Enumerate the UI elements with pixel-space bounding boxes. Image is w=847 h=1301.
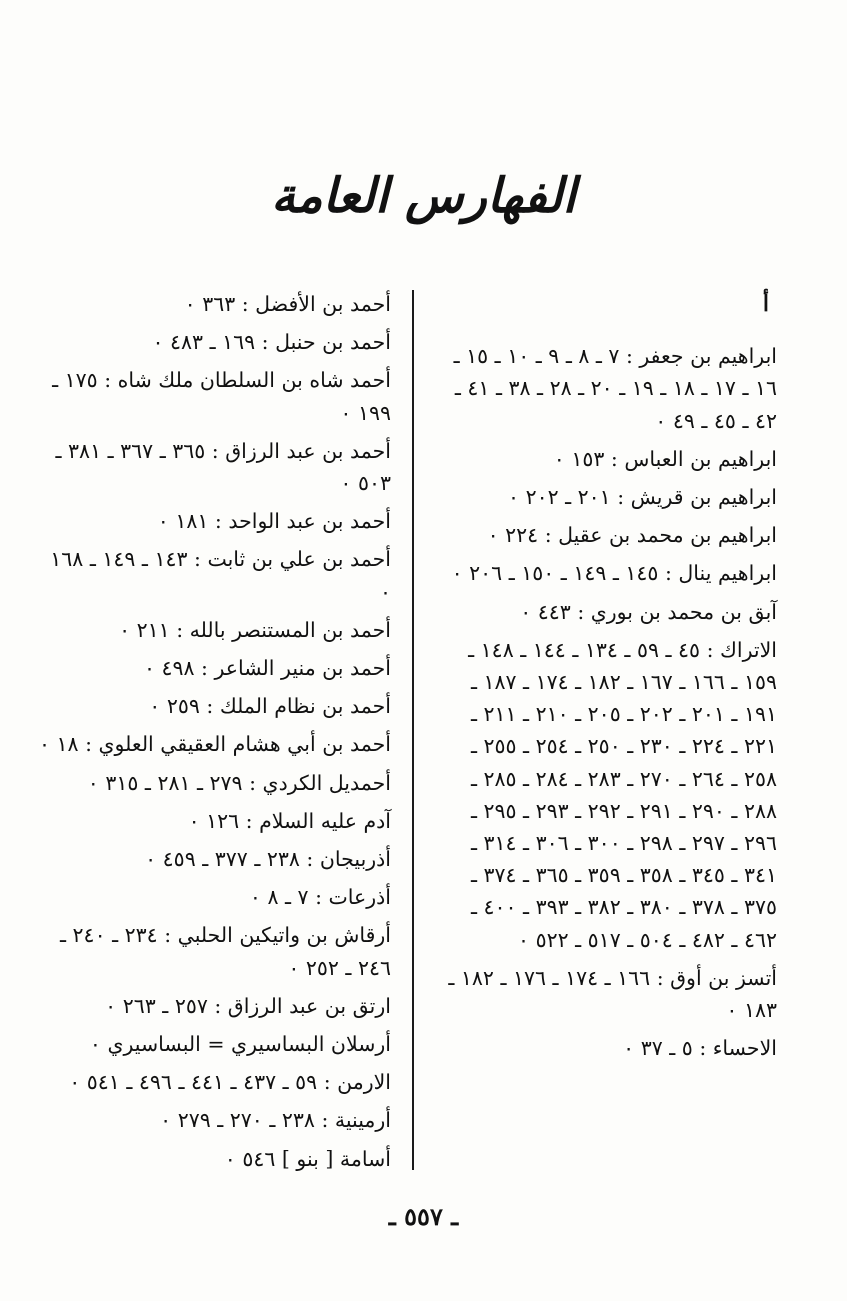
index-entry: أتسز بن أوق : ١٦٦ ـ ١٧٤ ـ ١٧٦ ـ ١٨٢ ـ ١٨٣ ٠	[448, 965, 777, 1023]
index-entry: أرمينية : ٢٣٨ ـ ٢٧٠ ـ ٢٧٩ ٠	[160, 1108, 391, 1133]
index-entry: أحمد بن أبي هشام العقيقي العلوي : ١٨ ٠	[38, 732, 391, 757]
index-entry: أحمد بن نظام الملك : ٢٥٩ ٠	[149, 694, 391, 719]
index-column-left	[39, 288, 391, 1181]
index-entry: أحمديل الكردي : ٢٧٩ ـ ٢٨١ ـ ٣١٥ ٠	[87, 770, 391, 795]
index-entry: أسامة [ بنو ] ٥٤٦ ٠	[224, 1146, 391, 1171]
index-entry: أذربيجان : ٢٣٨ ـ ٣٧٧ ـ ٤٥٩ ٠	[145, 847, 391, 872]
index-entry: ابراهيم ينال : ١٤٥ ـ ١٤٩ ـ ١٥٠ ـ ٢٠٦ ٠	[451, 561, 777, 586]
index-entry: أرقاش بن واتيكين الحلبي : ٢٣٤ ـ ٢٤٠ ـ ٢٤٦ ـ ٢٥٢ ٠	[60, 923, 391, 980]
letter-heading: أ	[762, 291, 769, 317]
column-divider	[412, 290, 414, 1170]
index-column-right	[439, 288, 777, 1070]
page-number: ـ ٥٥٧ ـ	[388, 1202, 459, 1231]
page-title: الفهارس العامة	[271, 168, 576, 224]
index-entry: ابراهيم بن قريش : ٢٠١ ـ ٢٠٢ ٠	[508, 485, 777, 510]
index-entry: ابراهيم بن جعفر : ٧ ـ ٨ ـ ٩ ـ ١٠ ـ ١٥ ـ ١٦ ـ ١٧ ـ ١٨ ـ ١٩ ـ ٢٠ ـ ٢٨ ـ ٣٨ ـ ٤١ ـ ٤٢ ـ ٤٥ ـ ٤٩ ٠	[453, 344, 777, 433]
index-entry: أحمد شاه بن السلطان ملك شاه : ١٧٥ ـ ١٩٩ ٠	[52, 368, 391, 425]
index-entry: الاحساء : ٥ ـ ٣٧ ٠	[623, 1036, 777, 1061]
index-entry: آدم عليه السلام : ١٢٦ ٠	[188, 808, 391, 833]
index-entry: ارتق بن عبد الرزاق : ٢٥٧ ـ ٢٦٣ ٠	[105, 993, 391, 1018]
index-entry: أحمد بن حنبل : ١٦٩ ـ ٤٨٣ ٠	[152, 330, 391, 355]
index-entry: أذرعات : ٧ ـ ٨ ٠	[249, 885, 391, 910]
index-entry: أحمد بن عبد الواحد : ١٨١ ٠	[157, 509, 391, 534]
index-entry: آبق بن محمد بن بوري : ٤٤٣ ٠	[520, 599, 777, 624]
index-entry: أحمد بن عبد الرزاق : ٣٦٥ ـ ٣٦٧ ـ ٣٨١ ـ ٥٠٣ ٠	[55, 438, 391, 496]
index-entry: أحمد بن علي بن ثابت : ١٤٣ ـ ١٤٩ ـ ١٦٨ ٠	[50, 547, 391, 604]
index-entry: أرسلان البساسيري = البساسيري ٠	[89, 1032, 391, 1057]
index-entry: الاتراك : ٤٥ ـ ٥٩ ـ ١٣٤ ـ ١٤٤ ـ ١٤٨ ـ ١٥٩ ـ ١٦٦ ـ ١٦٧ ـ ١٨٢ ـ ١٧٤ ـ ١٨٧ ـ ١٩١ ـ ٢٠١ ـ ٢٠٢ ـ ٢٠٥ ـ ٢١٠ ـ ٢١١ ـ ٢٢١ ـ ٢٢٤ ـ ٢٣٠ ـ ٢٥٠ ـ ٢٥٤ ـ ٢٥٥ ـ ٢٥٨ ـ ٢٦٤ ـ ٢٧٠ ـ ٢٨٣ ـ ٢٨٤ ـ ٢٨٥ ـ ٢٨٨ ـ ٢٩٠ ـ ٢٩١ ـ ٢٩٢ ـ ٢٩٣ ـ ٢٩٥ ـ ٢٩٦ ـ ٢٩٧ ـ ٢٩٨ ـ ٣٠٠ ـ ٣٠٦ ـ ٣١٤ ـ ٣٤١ ـ ٣٤٥ ـ ٣٥٨ ـ ٣٥٩ ـ ٣٦٥ ـ ٣٧٤ ـ ٣٧٥ ـ ٣٧٨ ـ ٣٨٠ ـ ٣٨٢ ـ ٣٩٣ ـ ٤٠٠ ـ ٤٦٢ ـ ٤٨٢ ـ ٥٠٤ ـ ٥١٧ ـ ٥٢٢ ٠	[468, 637, 777, 952]
index-entry: ابراهيم بن محمد بن عقيل : ٢٢٤ ٠	[487, 523, 777, 548]
index-entry: الارمن : ٥٩ ـ ٤٣٧ ـ ٤٤١ ـ ٤٩٦ ـ ٥٤١ ٠	[69, 1070, 391, 1095]
index-entry: ابراهيم بن العباس : ١٥٣ ٠	[553, 446, 777, 471]
index-entry: أحمد بن المستنصر بالله : ٢١١ ٠	[119, 617, 391, 642]
index-entry: أحمد بن منير الشاعر : ٤٩٨ ٠	[143, 656, 391, 681]
index-entry: أحمد بن الأفضل : ٣٦٣ ٠	[184, 292, 391, 316]
